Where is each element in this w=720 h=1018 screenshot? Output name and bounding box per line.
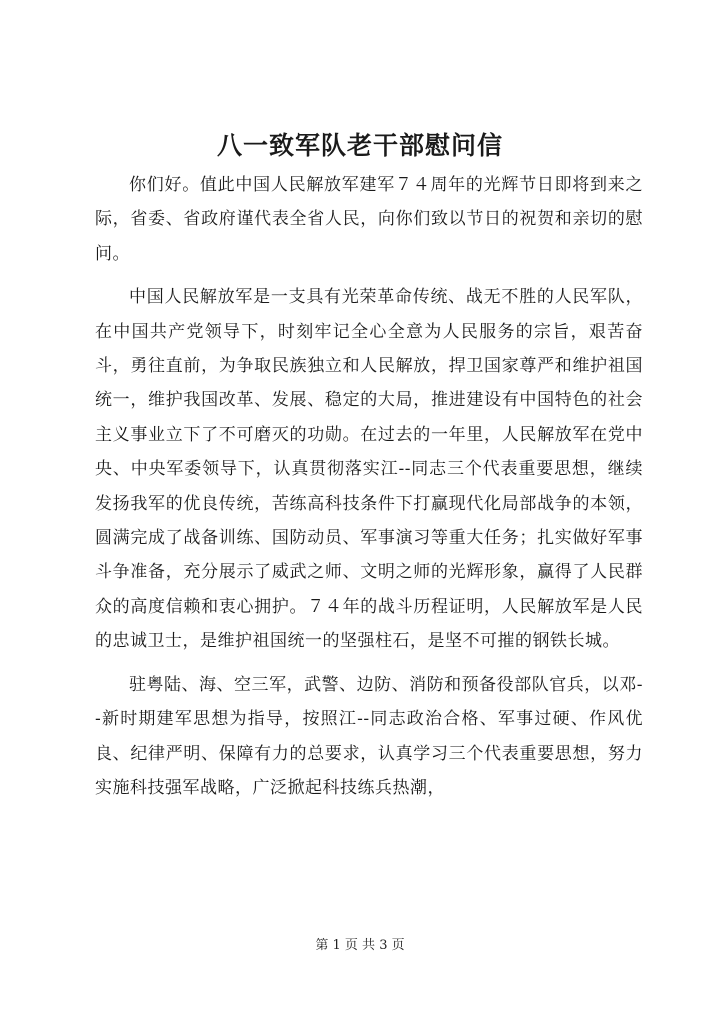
document-title: 八一致军队老干部慰问信 bbox=[216, 131, 503, 160]
paragraph-army-history: 中国人民解放军是一支具有光荣革命传统、战无不胜的人民军队，在中国共产党领导下，时刻牢记全心全意为人民服务的宗旨，艰苦奋斗，勇往直前，为争取民族独立和人民解放，捍卫国家尊严和维护祖国统一，维护我国改革、发展、稳定的大局，推进建设有中国特色的社会主义事业立下了不可磨灭的功勋。在过去的一年里，人民解放军在党中央、中央军委领导下，认真贯彻落实江--同志三个代表重要思想，继续发扬我军的优良传统，苦练高科技条件下打赢现代化局部战争的本领，圆满完成了战备训练、国防动员、军事演习等重大任务；扎实做好军事斗争准备，充分展示了威武之师、文明之师的光辉形象，赢得了人民群众的高度信赖和衷心拥护。７４年的战斗历程证明，人民解放军是人民的忠诚卫士，是维护祖国统一的坚强柱石，是坚不可摧的钢铁长城。 bbox=[95, 287, 643, 652]
page-number-footer: 第 1 页 共 3 页 bbox=[315, 938, 405, 953]
paragraph-greeting: 你们好。值此中国人民解放军建军７４周年的光辉节日即将到来之际，省委、省政府谨代表全省人民，向你们致以节日的祝贺和亲切的慰问。 bbox=[95, 175, 643, 264]
paragraph-guangdong-troops: 驻粤陆、海、空三军，武警、边防、消防和预备役部队官兵，以邓--新时期建军思想为指导，按照江--同志政治合格、军事过硬、作风优良、纪律严明、保障有力的总要求，认真学习三个代表重要思想，努力实施科技强军战略，广泛掀起科技练兵热潮， bbox=[95, 674, 643, 798]
document-body bbox=[95, 168, 643, 814]
